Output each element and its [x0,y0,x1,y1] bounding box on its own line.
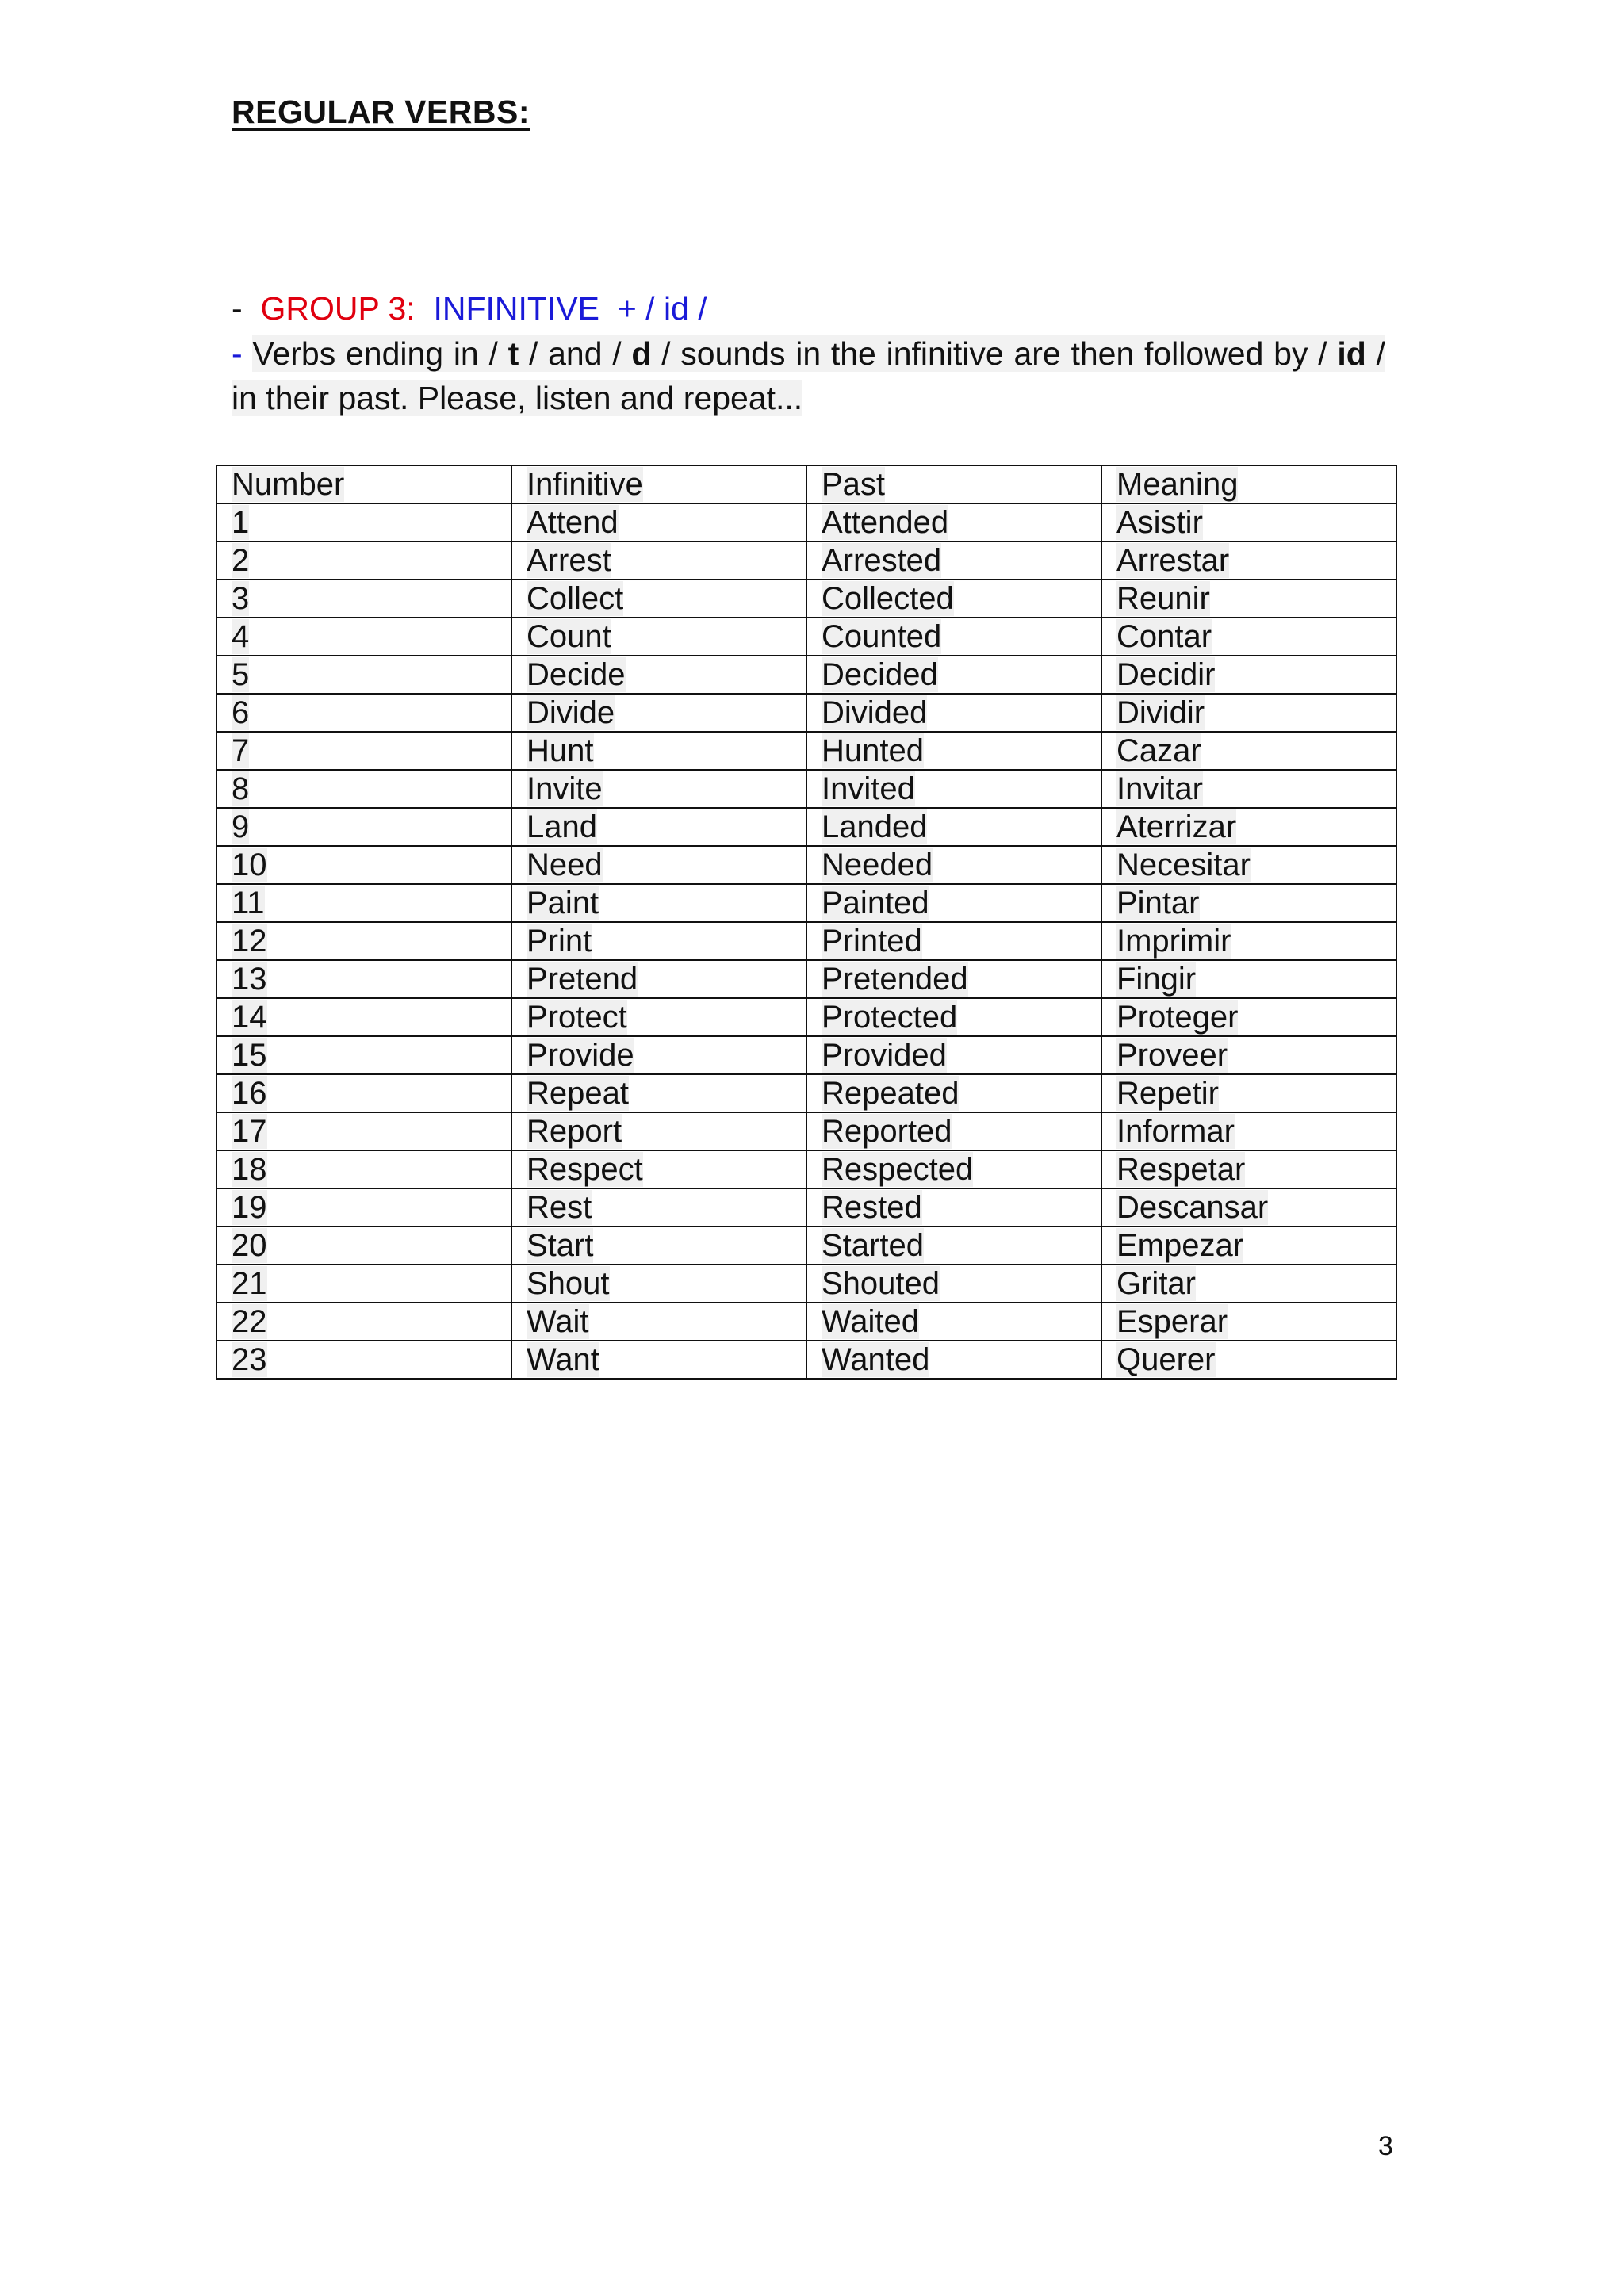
cell-number: 15 [216,1036,511,1074]
table-row [216,1112,1396,1150]
cell-past: Attended [806,503,1101,541]
cell-number: 13 [216,960,511,998]
description-d: d [631,335,652,372]
cell-meaning: Proveer [1101,1036,1396,1074]
cell-past: Waited [806,1303,1101,1341]
cell-past: Painted [806,884,1101,922]
cell-past: Shouted [806,1265,1101,1303]
cell-infinitive: Arrest [511,541,806,580]
cell-number: 2 [216,541,511,580]
table-header-row [216,465,1396,503]
table-row [216,884,1396,922]
cell-infinitive: Collect [511,580,806,618]
cell-number: 10 [216,846,511,884]
cell-infinitive: Repeat [511,1074,806,1112]
cell-infinitive: Start [511,1226,806,1265]
cell-number: 21 [216,1265,511,1303]
cell-infinitive: Invite [511,770,806,808]
table-row [216,1150,1396,1188]
cell-meaning: Repetir [1101,1074,1396,1112]
cell-past: Respected [806,1150,1101,1188]
cell-past: Invited [806,770,1101,808]
cell-meaning: Asistir [1101,503,1396,541]
cell-infinitive: Divide [511,694,806,732]
cell-meaning: Proteger [1101,998,1396,1036]
table-row [216,1074,1396,1112]
cell-number: 18 [216,1150,511,1188]
table-row [216,503,1396,541]
cell-infinitive: Decide [511,656,806,694]
cell-past: Protected [806,998,1101,1036]
cell-past: Collected [806,580,1101,618]
table-row [216,1303,1396,1341]
cell-infinitive: Want [511,1341,806,1379]
cell-infinitive: Attend [511,503,806,541]
cell-past: Pretended [806,960,1101,998]
group-label: GROUP 3: [260,290,416,327]
cell-number: 17 [216,1112,511,1150]
cell-number: 1 [216,503,511,541]
table-row [216,1265,1396,1303]
header-number: Number [216,465,511,503]
cell-infinitive: Report [511,1112,806,1150]
cell-number: 4 [216,618,511,656]
cell-infinitive: Pretend [511,960,806,998]
cell-infinitive: Paint [511,884,806,922]
cell-past: Hunted [806,732,1101,770]
group-infinitive: INFINITIVE [433,290,600,327]
header-past: Past [806,465,1101,503]
group-heading [232,290,707,327]
cell-past: Reported [806,1112,1101,1150]
table-row [216,770,1396,808]
table-row [216,922,1396,960]
cell-infinitive: Hunt [511,732,806,770]
cell-past: Provided [806,1036,1101,1074]
table-body [216,503,1396,1379]
cell-infinitive: Land [511,808,806,846]
cell-number: 12 [216,922,511,960]
page-title: REGULAR VERBS: [232,94,530,130]
header-meaning: Meaning [1101,465,1396,503]
cell-infinitive: Print [511,922,806,960]
table-row [216,960,1396,998]
cell-past: Counted [806,618,1101,656]
cell-number: 3 [216,580,511,618]
verbs-table [216,465,1397,1380]
cell-meaning: Imprimir [1101,922,1396,960]
table-row [216,694,1396,732]
cell-infinitive: Wait [511,1303,806,1341]
description-t: t [508,335,519,372]
table-row [216,580,1396,618]
table-row [216,1036,1396,1074]
cell-past: Printed [806,922,1101,960]
group-suffix: + / id / [617,290,707,327]
header-infinitive: Infinitive [511,465,806,503]
cell-meaning: Informar [1101,1112,1396,1150]
cell-number: 22 [216,1303,511,1341]
description-part3: / sounds in the infinitive are then followed by / [661,335,1327,372]
table-row [216,846,1396,884]
cell-number: 19 [216,1188,511,1226]
cell-past: Landed [806,808,1101,846]
cell-infinitive: Need [511,846,806,884]
cell-meaning: Respetar [1101,1150,1396,1188]
cell-meaning: Arrestar [1101,541,1396,580]
cell-infinitive: Provide [511,1036,806,1074]
cell-past: Repeated [806,1074,1101,1112]
cell-meaning: Dividir [1101,694,1396,732]
table-row [216,998,1396,1036]
description-part1: Verbs ending in / [252,335,498,372]
cell-infinitive: Respect [511,1150,806,1188]
description-id: id [1337,335,1366,372]
cell-meaning: Esperar [1101,1303,1396,1341]
cell-infinitive: Protect [511,998,806,1036]
page-number: 3 [1378,2131,1393,2161]
table-row [216,1341,1396,1379]
cell-number: 6 [216,694,511,732]
table-row [216,732,1396,770]
cell-number: 14 [216,998,511,1036]
cell-meaning: Cazar [1101,732,1396,770]
cell-meaning: Decidir [1101,656,1396,694]
table-row [216,1188,1396,1226]
cell-number: 7 [216,732,511,770]
description-part4: / in their past. Please, listen and repeat... [232,335,1385,416]
table-row [216,541,1396,580]
cell-meaning: Contar [1101,618,1396,656]
cell-number: 9 [216,808,511,846]
cell-past: Wanted [806,1341,1101,1379]
cell-number: 5 [216,656,511,694]
cell-infinitive: Count [511,618,806,656]
table-row [216,808,1396,846]
group-dash: - [232,290,243,327]
description-part2: / and / [528,335,622,372]
description-dash: - [232,335,243,372]
cell-meaning: Querer [1101,1341,1396,1379]
cell-past: Started [806,1226,1101,1265]
cell-meaning: Invitar [1101,770,1396,808]
cell-past: Decided [806,656,1101,694]
cell-meaning: Necesitar [1101,846,1396,884]
cell-number: 8 [216,770,511,808]
cell-infinitive: Shout [511,1265,806,1303]
cell-meaning: Reunir [1101,580,1396,618]
cell-number: 20 [216,1226,511,1265]
cell-meaning: Descansar [1101,1188,1396,1226]
cell-meaning: Gritar [1101,1265,1396,1303]
cell-past: Divided [806,694,1101,732]
table-row [216,656,1396,694]
cell-past: Needed [806,846,1101,884]
cell-meaning: Empezar [1101,1226,1396,1265]
cell-number: 16 [216,1074,511,1112]
description-paragraph [232,331,1385,420]
cell-past: Rested [806,1188,1101,1226]
cell-meaning: Fingir [1101,960,1396,998]
table-row [216,1226,1396,1265]
cell-meaning: Aterrizar [1101,808,1396,846]
cell-meaning: Pintar [1101,884,1396,922]
cell-past: Arrested [806,541,1101,580]
cell-infinitive: Rest [511,1188,806,1226]
cell-number: 11 [216,884,511,922]
cell-number: 23 [216,1341,511,1379]
table-row [216,618,1396,656]
